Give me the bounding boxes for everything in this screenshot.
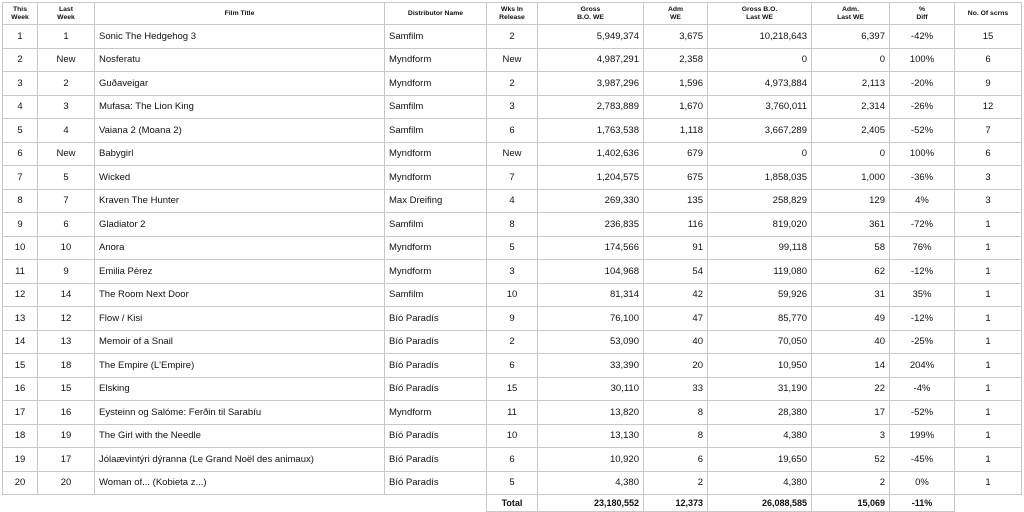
table-row [3,142,1022,166]
cell-gross-bo-we: 4,380 [538,471,644,495]
cell-percent-diff: -12% [890,260,955,284]
header-this-week: This Week [3,3,38,25]
cell-adm-we: 2 [644,471,708,495]
cell-gross-bo-we: 236,835 [538,213,644,237]
cell-this-week: 5 [3,119,38,143]
cell-adm-last-we: 31 [812,283,890,307]
cell-last-week: 6 [38,213,95,237]
cell-film-title: Nosferatu [95,48,385,72]
cell-screens: 12 [955,95,1022,119]
cell-gross-bo-we: 13,130 [538,424,644,448]
cell-gross-bo-we: 53,090 [538,330,644,354]
cell-gross-bo-we: 1,204,575 [538,166,644,190]
cell-adm-we: 91 [644,236,708,260]
cell-screens: 3 [955,166,1022,190]
cell-adm-we: 679 [644,142,708,166]
cell-adm-last-we: 17 [812,401,890,425]
cell-last-week: 12 [38,307,95,331]
cell-adm-last-we: 1,000 [812,166,890,190]
table-row [3,471,1022,495]
cell-adm-last-we: 52 [812,448,890,472]
cell-gross-last-we: 70,050 [708,330,812,354]
cell-film-title: Memoir of a Snail [95,330,385,354]
cell-last-week: 13 [38,330,95,354]
cell-gross-last-we: 99,118 [708,236,812,260]
table-row [3,48,1022,72]
table-row [3,377,1022,401]
cell-gross-last-we: 258,829 [708,189,812,213]
cell-adm-last-we: 3 [812,424,890,448]
cell-this-week: 17 [3,401,38,425]
header-gross-last-we: Gross B.O. Last WE [708,3,812,25]
cell-adm-we: 675 [644,166,708,190]
totals-label: Total [487,495,538,512]
cell-gross-last-we: 28,380 [708,401,812,425]
table-row [3,424,1022,448]
cell-adm-we: 54 [644,260,708,284]
header-percent-diff: % Diff [890,3,955,25]
cell-weeks-in-release: 2 [487,72,538,96]
cell-film-title: Wicked [95,166,385,190]
cell-screens: 1 [955,236,1022,260]
cell-film-title: Emilia Pérez [95,260,385,284]
cell-this-week: 15 [3,354,38,378]
cell-distributor: Myndform [385,48,487,72]
cell-weeks-in-release: 7 [487,166,538,190]
header-gross-bo-we: Gross B.O. WE [538,3,644,25]
cell-last-week: New [38,48,95,72]
cell-last-week: 20 [38,471,95,495]
table-row [3,72,1022,96]
cell-screens: 6 [955,142,1022,166]
cell-distributor: Bíó Paradís [385,330,487,354]
cell-this-week: 12 [3,283,38,307]
total-diff: -11% [890,495,955,512]
cell-distributor: Bíó Paradís [385,354,487,378]
cell-adm-we: 8 [644,401,708,425]
cell-weeks-in-release: 6 [487,354,538,378]
cell-this-week: 1 [3,25,38,49]
cell-gross-last-we: 3,667,289 [708,119,812,143]
cell-percent-diff: 76% [890,236,955,260]
cell-adm-last-we: 49 [812,307,890,331]
cell-distributor: Samfilm [385,213,487,237]
cell-film-title: Babygirl [95,142,385,166]
cell-adm-we: 1,118 [644,119,708,143]
cell-gross-last-we: 10,950 [708,354,812,378]
cell-gross-bo-we: 2,783,889 [538,95,644,119]
cell-weeks-in-release: 6 [487,448,538,472]
header-last-week: Last Week [38,3,95,25]
cell-film-title: Anora [95,236,385,260]
cell-last-week: 19 [38,424,95,448]
cell-gross-last-we: 10,218,643 [708,25,812,49]
cell-film-title: Woman of... (Kobieta z...) [95,471,385,495]
cell-adm-last-we: 361 [812,213,890,237]
cell-gross-bo-we: 174,566 [538,236,644,260]
table-body [3,25,1022,495]
cell-this-week: 18 [3,424,38,448]
cell-last-week: 15 [38,377,95,401]
cell-weeks-in-release: New [487,142,538,166]
total-gross-last: 26,088,585 [708,495,812,512]
cell-gross-last-we: 119,080 [708,260,812,284]
cell-this-week: 13 [3,307,38,331]
cell-screens: 3 [955,189,1022,213]
cell-percent-diff: -52% [890,119,955,143]
totals-row [3,495,1022,512]
table-row [3,330,1022,354]
cell-gross-last-we: 31,190 [708,377,812,401]
cell-gross-bo-we: 76,100 [538,307,644,331]
cell-gross-bo-we: 1,402,636 [538,142,644,166]
cell-weeks-in-release: 3 [487,95,538,119]
cell-percent-diff: -42% [890,25,955,49]
cell-screens: 9 [955,72,1022,96]
cell-distributor: Samfilm [385,283,487,307]
table-footer [3,495,1022,512]
cell-screens: 1 [955,401,1022,425]
cell-weeks-in-release: 15 [487,377,538,401]
cell-gross-bo-we: 1,763,538 [538,119,644,143]
total-adm: 12,373 [644,495,708,512]
cell-gross-bo-we: 5,949,374 [538,25,644,49]
cell-adm-last-we: 22 [812,377,890,401]
cell-film-title: Jólaævintýri dýranna (Le Grand Noël des animaux) [95,448,385,472]
cell-adm-we: 47 [644,307,708,331]
cell-last-week: 17 [38,448,95,472]
cell-weeks-in-release: 10 [487,424,538,448]
cell-screens: 1 [955,377,1022,401]
cell-this-week: 19 [3,448,38,472]
cell-weeks-in-release: 8 [487,213,538,237]
table-row [3,401,1022,425]
cell-weeks-in-release: 9 [487,307,538,331]
cell-distributor: Myndform [385,166,487,190]
cell-gross-last-we: 19,650 [708,448,812,472]
cell-last-week: 7 [38,189,95,213]
cell-screens: 15 [955,25,1022,49]
cell-gross-bo-we: 4,987,291 [538,48,644,72]
cell-percent-diff: -52% [890,401,955,425]
cell-adm-last-we: 62 [812,260,890,284]
table-row [3,213,1022,237]
cell-gross-bo-we: 33,390 [538,354,644,378]
cell-last-week: 9 [38,260,95,284]
cell-adm-last-we: 0 [812,142,890,166]
cell-percent-diff: 100% [890,48,955,72]
cell-gross-last-we: 4,380 [708,424,812,448]
cell-weeks-in-release: 2 [487,25,538,49]
cell-percent-diff: -20% [890,72,955,96]
cell-screens: 1 [955,330,1022,354]
cell-film-title: Gladiator 2 [95,213,385,237]
cell-last-week: 3 [38,95,95,119]
cell-screens: 1 [955,260,1022,284]
cell-this-week: 2 [3,48,38,72]
cell-adm-last-we: 58 [812,236,890,260]
cell-gross-last-we: 0 [708,48,812,72]
cell-adm-we: 135 [644,189,708,213]
cell-distributor: Samfilm [385,25,487,49]
cell-distributor: Samfilm [385,95,487,119]
cell-adm-we: 33 [644,377,708,401]
table-row [3,119,1022,143]
cell-film-title: Kraven The Hunter [95,189,385,213]
cell-adm-last-we: 14 [812,354,890,378]
cell-percent-diff: -26% [890,95,955,119]
cell-this-week: 11 [3,260,38,284]
table-row [3,283,1022,307]
cell-weeks-in-release: New [487,48,538,72]
cell-adm-we: 42 [644,283,708,307]
table-row [3,25,1022,49]
cell-gross-last-we: 85,770 [708,307,812,331]
cell-adm-last-we: 40 [812,330,890,354]
cell-distributor: Bíó Paradís [385,307,487,331]
cell-weeks-in-release: 2 [487,330,538,354]
cell-screens: 1 [955,283,1022,307]
cell-screens: 1 [955,424,1022,448]
cell-weeks-in-release: 11 [487,401,538,425]
cell-film-title: Vaiana 2 (Moana 2) [95,119,385,143]
cell-gross-bo-we: 13,820 [538,401,644,425]
header-adm-last-we: Adm. Last WE [812,3,890,25]
table-row [3,189,1022,213]
cell-gross-last-we: 819,020 [708,213,812,237]
cell-screens: 1 [955,354,1022,378]
total-gross: 23,180,552 [538,495,644,512]
cell-distributor: Bíó Paradís [385,424,487,448]
cell-distributor: Myndform [385,401,487,425]
cell-screens: 1 [955,471,1022,495]
header-screens: No. Of scrns [955,3,1022,25]
header-distributor: Distributor Name [385,3,487,25]
cell-this-week: 20 [3,471,38,495]
cell-last-week: 4 [38,119,95,143]
table-row [3,307,1022,331]
cell-gross-bo-we: 81,314 [538,283,644,307]
cell-weeks-in-release: 6 [487,119,538,143]
cell-film-title: Eysteinn og Salóme: Ferðin til Sarabíu [95,401,385,425]
cell-distributor: Myndform [385,72,487,96]
cell-this-week: 4 [3,95,38,119]
cell-film-title: Guðaveigar [95,72,385,96]
cell-percent-diff: 4% [890,189,955,213]
cell-this-week: 16 [3,377,38,401]
cell-screens: 6 [955,48,1022,72]
cell-weeks-in-release: 10 [487,283,538,307]
cell-this-week: 8 [3,189,38,213]
cell-adm-last-we: 6,397 [812,25,890,49]
cell-this-week: 6 [3,142,38,166]
box-office-table [2,2,1022,512]
cell-film-title: Sonic The Hedgehog 3 [95,25,385,49]
cell-percent-diff: -25% [890,330,955,354]
cell-this-week: 9 [3,213,38,237]
cell-distributor: Myndform [385,236,487,260]
cell-this-week: 14 [3,330,38,354]
cell-distributor: Myndform [385,142,487,166]
cell-percent-diff: -72% [890,213,955,237]
table-row [3,354,1022,378]
cell-gross-last-we: 0 [708,142,812,166]
cell-gross-bo-we: 30,110 [538,377,644,401]
cell-gross-last-we: 4,380 [708,471,812,495]
cell-last-week: 2 [38,72,95,96]
cell-this-week: 7 [3,166,38,190]
cell-adm-last-we: 2,405 [812,119,890,143]
cell-percent-diff: -45% [890,448,955,472]
cell-adm-we: 6 [644,448,708,472]
cell-film-title: Flow / Kisi [95,307,385,331]
cell-adm-last-we: 2 [812,471,890,495]
cell-gross-bo-we: 104,968 [538,260,644,284]
cell-percent-diff: 199% [890,424,955,448]
cell-film-title: The Empire (L'Empire) [95,354,385,378]
table-header [3,3,1022,25]
cell-weeks-in-release: 4 [487,189,538,213]
table-row [3,448,1022,472]
cell-percent-diff: 100% [890,142,955,166]
total-adm-last: 15,069 [812,495,890,512]
cell-adm-last-we: 129 [812,189,890,213]
cell-last-week: 10 [38,236,95,260]
cell-last-week: New [38,142,95,166]
table-row [3,236,1022,260]
cell-gross-last-we: 59,926 [708,283,812,307]
cell-screens: 1 [955,307,1022,331]
cell-adm-we: 2,358 [644,48,708,72]
cell-distributor: Bíó Paradís [385,377,487,401]
cell-last-week: 14 [38,283,95,307]
header-weeks-in-release: Wks In Release [487,3,538,25]
cell-gross-last-we: 1,858,035 [708,166,812,190]
cell-weeks-in-release: 5 [487,471,538,495]
cell-adm-last-we: 0 [812,48,890,72]
cell-last-week: 1 [38,25,95,49]
cell-percent-diff: -4% [890,377,955,401]
table-row [3,166,1022,190]
header-film-title: Film Title [95,3,385,25]
cell-weeks-in-release: 3 [487,260,538,284]
cell-gross-last-we: 4,973,884 [708,72,812,96]
cell-percent-diff: 204% [890,354,955,378]
cell-distributor: Bíó Paradís [385,448,487,472]
cell-screens: 1 [955,213,1022,237]
cell-percent-diff: -36% [890,166,955,190]
table-row [3,95,1022,119]
cell-gross-last-we: 3,760,011 [708,95,812,119]
cell-adm-last-we: 2,113 [812,72,890,96]
cell-last-week: 5 [38,166,95,190]
cell-film-title: The Room Next Door [95,283,385,307]
cell-distributor: Bíó Paradís [385,471,487,495]
cell-adm-we: 8 [644,424,708,448]
cell-last-week: 18 [38,354,95,378]
cell-weeks-in-release: 5 [487,236,538,260]
cell-adm-we: 20 [644,354,708,378]
cell-percent-diff: 0% [890,471,955,495]
cell-adm-we: 1,596 [644,72,708,96]
cell-screens: 7 [955,119,1022,143]
header-adm-we: Adm WE [644,3,708,25]
cell-adm-we: 3,675 [644,25,708,49]
cell-adm-we: 116 [644,213,708,237]
cell-film-title: Mufasa: The Lion King [95,95,385,119]
cell-last-week: 16 [38,401,95,425]
cell-film-title: The Girl with the Needle [95,424,385,448]
cell-adm-last-we: 2,314 [812,95,890,119]
cell-screens: 1 [955,448,1022,472]
cell-percent-diff: -12% [890,307,955,331]
cell-adm-we: 40 [644,330,708,354]
cell-gross-bo-we: 3,987,296 [538,72,644,96]
cell-percent-diff: 35% [890,283,955,307]
cell-distributor: Samfilm [385,119,487,143]
cell-distributor: Myndform [385,260,487,284]
cell-distributor: Max Dreifing [385,189,487,213]
cell-this-week: 10 [3,236,38,260]
cell-film-title: Elsking [95,377,385,401]
cell-gross-bo-we: 10,920 [538,448,644,472]
cell-this-week: 3 [3,72,38,96]
cell-adm-we: 1,670 [644,95,708,119]
cell-gross-bo-we: 269,330 [538,189,644,213]
table-row [3,260,1022,284]
